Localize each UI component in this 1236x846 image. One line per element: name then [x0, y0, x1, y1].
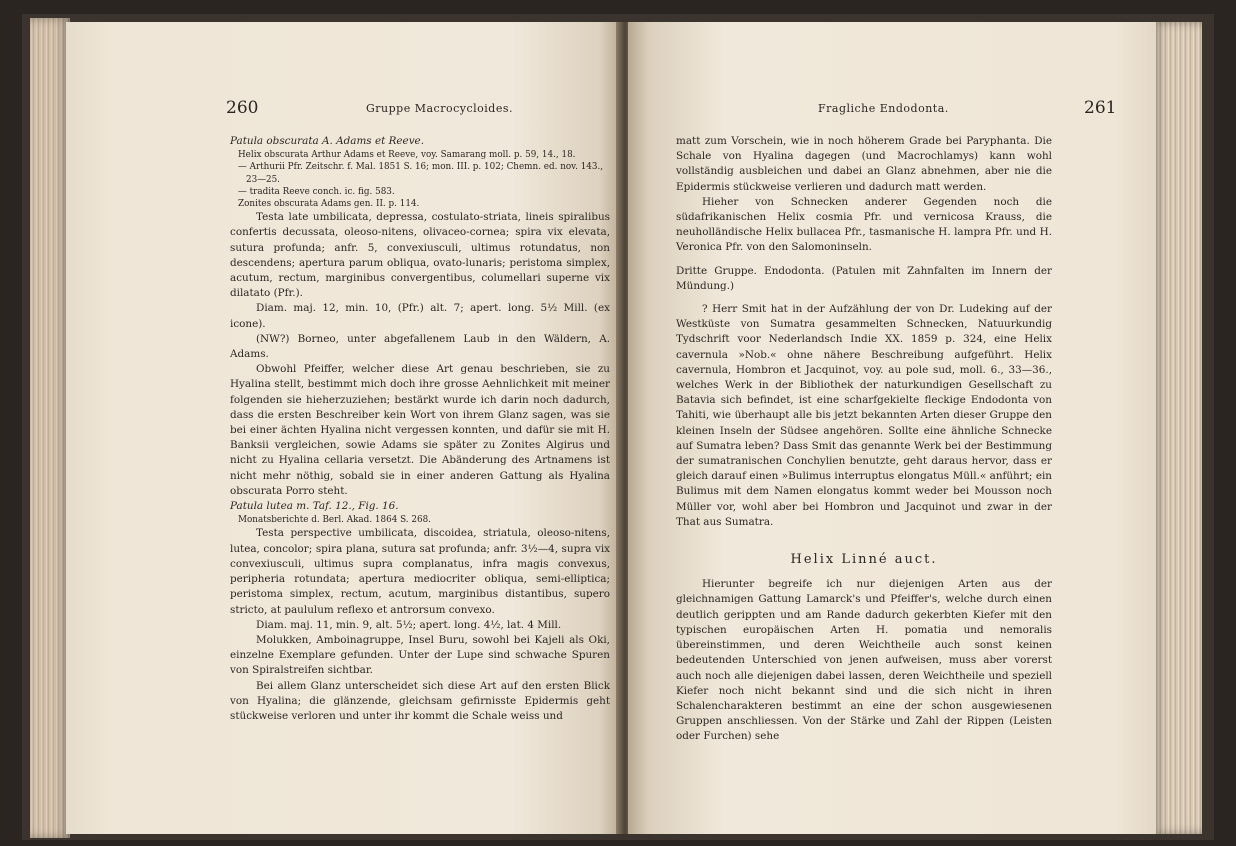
- synonym-reference: — Arthurii Pfr. Zeitschr. f. Mal. 1851 S. 16; mon. III. p. 102; Chemn. ed. nov. 143., 23—25.: [238, 162, 604, 185]
- paragraph-gap: [676, 256, 1052, 264]
- body-paragraph: Hieher von Schnecken anderer Gegenden noch die südafrikanischen Helix cosmia Pfr. und vernicosa Krauss, die neuholländische Helix bullacea Pfr., tasmanische H. lampra Pfr. und H. Veronica Pfr. von den Salomoninseln.: [676, 195, 1052, 254]
- body-paragraph: Hierunter begreife ich nur diejenigen Arten aus der gleichnamigen Gattung Lamarck's und Pfeiffer's, welche durch einen deutlich gerippten und am Rande dadurch gekerbten Kiefer mit den typischen europäischen Arten H. pomatia und nemoralis übereinstimmen, und deren Weichtheile auch sonst keinen bedeutenden Unterschied von jenen aufweisen, muss aber vorerst auch noch alle diejenigen dabei lassen, deren Weichtheile und speziell Kiefer noch nicht bekannt sind und die sich nicht in ihren Schalencharakteren bestimmt an eine der schon ausgewiesenen Gruppen anschliessen. Von der Stärke und Zahl der Rippen (Leisten oder Furchen) sehe: [676, 578, 1052, 743]
- species-title: Patula lutea m. Taf. 12., Fig. 16.: [230, 500, 399, 513]
- body-paragraph: Testa late umbilicata, depressa, costulato-striata, lineis spiralibus confertis decussata, oleoso-nitens, olivaceo-cornea; spira vix elevata, sutura profunda; anfr. 5, convexiusculi, ultimus rotundatus, non descendens; apertura parum obliqua, ovato-lunaris; peristoma simplex, acutum, rectum, marginibus convergentibus, columellari superne vix dilatato (Pfr.).: [230, 211, 610, 300]
- species-title: Patula obscurata A. Adams et Reeve.: [230, 135, 425, 147]
- page-edges-right: [1152, 22, 1202, 834]
- body-paragraph: Dritte Gruppe. Endodonta. (Patulen mit Zahnfalten im Innern der Mündung.): [676, 264, 1052, 292]
- body-paragraph: Obwohl Pfeiffer, welcher diese Art genau beschrieben, sie zu Hyalina stellt, bestimmt mich doch ihre grosse Aehnlichkeit mit meiner folgenden sie hieherzuziehen; bestärkt wurde ich darin noch dadurch, dass die ersten Beschreiber kein Wort von ihrem Glanz sagen, was sie bei einer ächten Hyalina nicht vergessen konnten, und dafür sie mit H. Banksii vergleichen, sowie Adams sie später zu Zonites Algirus und nicht zu Hyalina cellaria versetzt. Die Abänderung des Artnamens ist nicht mehr nöthig, sobald sie in einer anderen Gattung als Hyalina obscurata Porro steht.: [230, 363, 610, 497]
- body-paragraph: ? Herr Smit hat in der Aufzählung der von Dr. Ludeking auf der Westküste von Sumatra gesammelten Schnecken, Natuurkundig Tydschrift voor Nederlandsch Indie XX. 1859 p. 324, eine Helix cavernula »Nob.« ohne nähere Beschreibung aufgeführt. Helix cavernula, Hombron et Jacquinot, voy. au pole sud, moll. 6., 33—36., welches Werk in der Bibliothek der naturkundigen Gesellschaft zu Batavia sich befindet, ist eine scharfgekielte fleckige Endodonta von Tahiti, wie überhaupt alle bis jetzt bekannten Arten dieser Gruppe den kleinen Inseln der Südsee angehören. Sollte eine ähnliche Schnecke auf Sumatra leben? Dass Smit das genannte Werk bei der Bestimmung der sumatranischen Conchylien benutzte, geht daraus hervor, dass er gleich darauf einen »Bulimus interruptus elongatus Müll.« anführt; ein Bulimus mit dem Namen elongatus kommt weder bei Mousson noch Müller vor, wohl aber bei Hombron und Jacquinot und zwar in der That aus Sumatra.: [676, 303, 1052, 528]
- body-paragraph: Testa perspective umbilicata, discoidea, striatula, oleoso-nitens, lutea, concolor; spira plana, sutura sat profunda; anfr. 3½—4, supra vix convexiusculi, ultimus supra complanatus, infra magis convexus, peripheria rotundata; apertura mediocriter obliqua, semi-elliptica; peristoma simplex, rectum, acutum, marginibus distantibus, supero stricto, at paululum reflexo et antrorsum convexo.: [230, 527, 610, 616]
- running-header: Fragliche Endodonta.: [818, 102, 949, 115]
- body-paragraph: (NW?) Borneo, unter abgefallenem Laub in den Wäldern, A. Adams.: [230, 332, 610, 361]
- body-paragraph: Molukken, Amboinagruppe, Insel Buru, sowohl bei Kajeli als Oki, einzelne Exemplare gefunden. Unter der Lupe sind schwache Spuren von Spiralstreifen sichtbar.: [230, 633, 610, 677]
- text-column-left: [230, 134, 610, 724]
- running-header: Gruppe Macrocycloides.: [366, 102, 513, 115]
- body-paragraph: Diam. maj. 11, min. 9, alt. 5½; apert. long. 4½, lat. 4 Mill.: [256, 618, 562, 631]
- synonym-reference: Zonites obscurata Adams gen. II. p. 114.: [238, 199, 420, 210]
- body-paragraph: matt zum Vorschein, wie in noch höherem Grade bei Paryphanta. Die Schale von Hyalina dagegen (und Macrochlamys) kann wohl vollständig ausbleichen und dabei an Glanz abnehmen, aber nie die Epidermis stückweise verlieren und dadurch matt werden.: [676, 135, 1052, 193]
- body-paragraph: Bei allem Glanz unterscheidet sich diese Art auf den ersten Blick von Hyalina; die glänzende, gleichsam gefirnisste Epidermis geht stückweise verloren und unter ihr kommt die Schale weiss und: [230, 679, 610, 722]
- left-page: [66, 22, 622, 834]
- page-number: 260: [226, 98, 259, 118]
- page-edges-left: [30, 18, 70, 838]
- synonym-reference: Monatsberichte d. Berl. Akad. 1864 S. 268.: [238, 515, 431, 526]
- page-number: 261: [1084, 98, 1117, 118]
- right-page: [628, 22, 1156, 834]
- paragraph-gap: [676, 294, 1052, 302]
- section-heading: Helix Linné auct.: [790, 552, 938, 568]
- synonym-reference: Helix obscurata Arthur Adams et Reeve, voy. Samarang moll. p. 59, 14., 18.: [238, 150, 576, 161]
- text-column-right: [676, 134, 1052, 745]
- synonym-reference: — tradita Reeve conch. ic. fig. 583.: [238, 186, 395, 197]
- body-paragraph: Diam. maj. 12, min. 10, (Pfr.) alt. 7; apert. long. 5½ Mill. (ex icone).: [230, 302, 610, 330]
